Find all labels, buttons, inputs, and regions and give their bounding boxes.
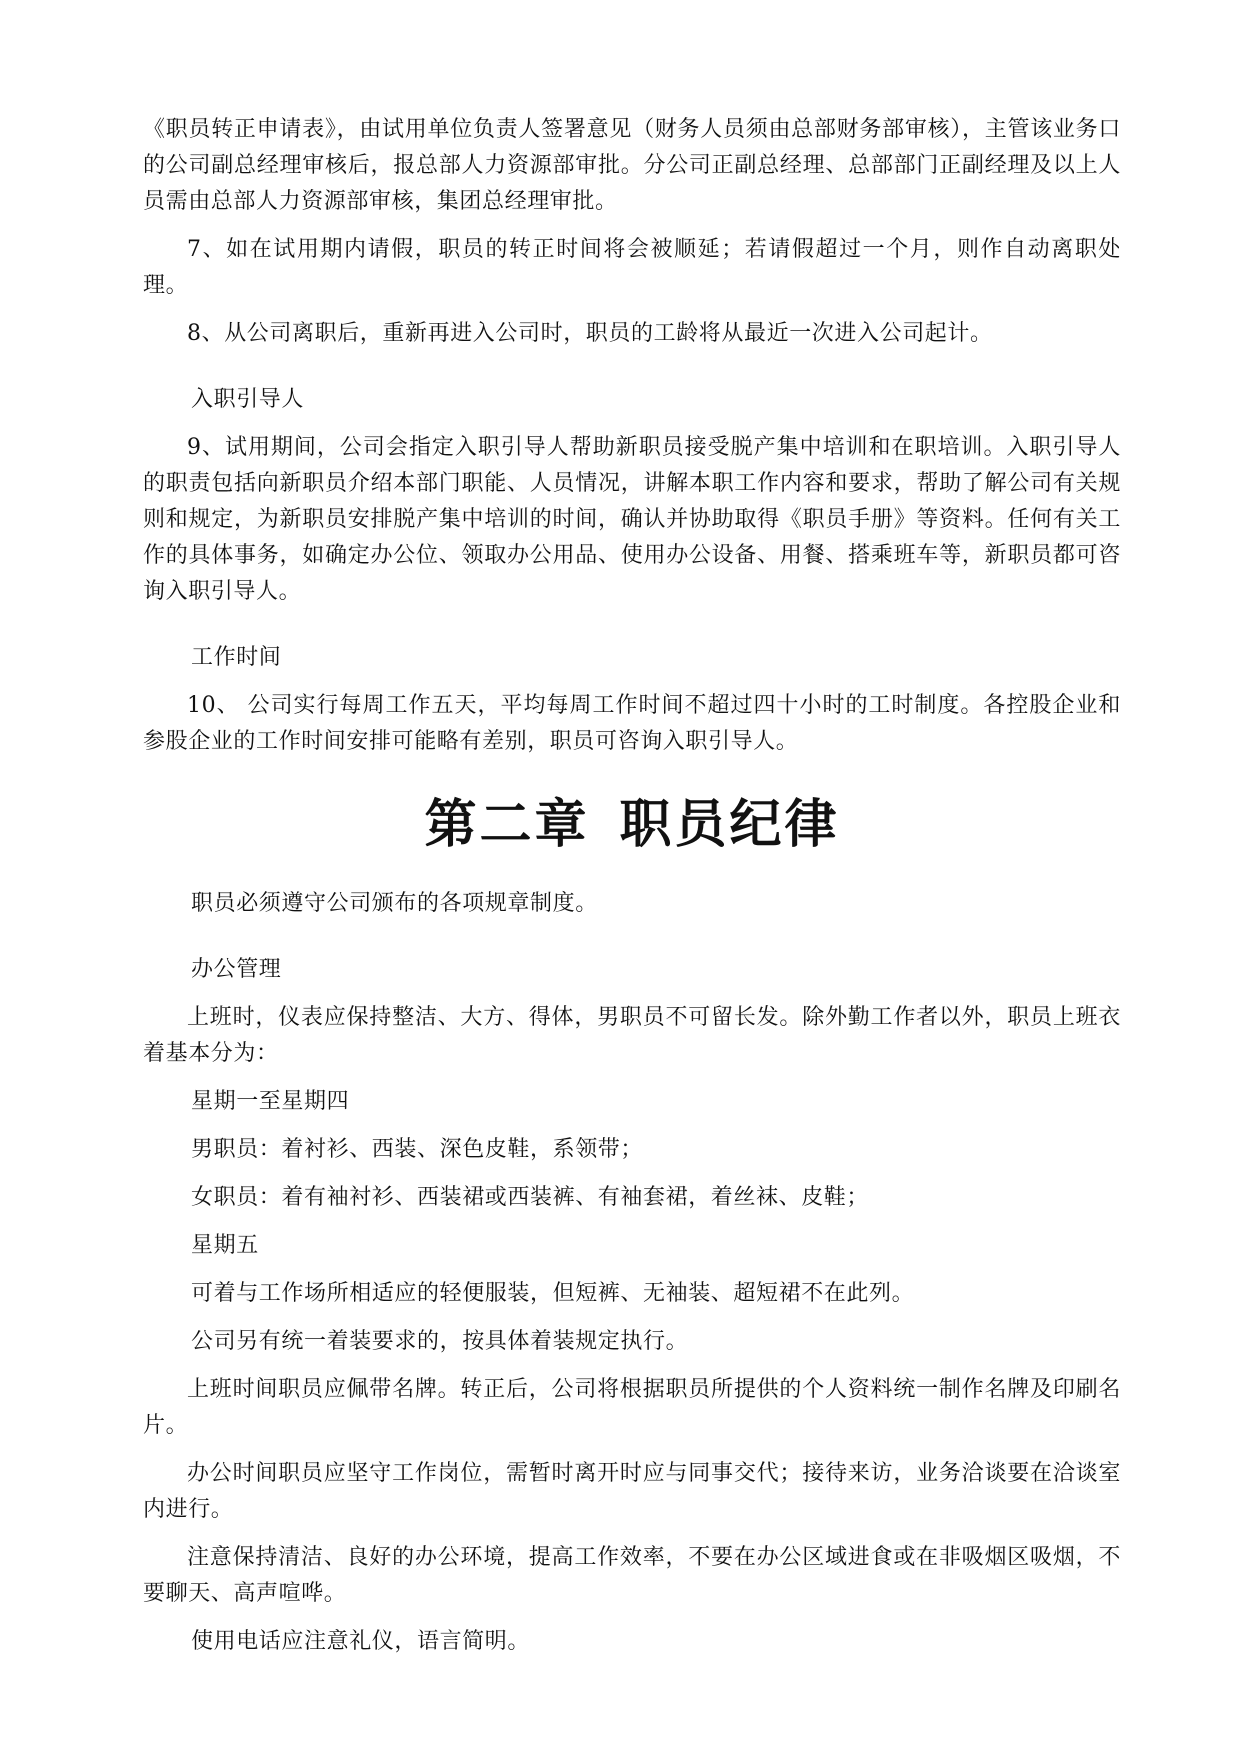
paragraph-item-10: 10、 公司实行每周工作五天，平均每周工作时间不超过四十小时的工时制度。各控股企业和参股企业的工作时间安排可能略有差别，职员可咨询入职引导人。 xyxy=(143,693,1121,754)
paragraph-chapter-intro: 职员必须遵守公司颁布的各项规章制度。 xyxy=(191,891,598,916)
section-heading-office-management: 办公管理 xyxy=(191,957,282,982)
paragraph-item-9: 9、试用期间，公司会指定入职引导人帮助新职员接受脱产集中培训和在职培训。入职引导人的职责包括向新职员介绍本部门职能、人员情况，讲解本职工作内容和要求，帮助了解公司有关规则和规定，为新职员安排脱产集中培训的时间，确认并协助取得《职员手册》等资料。任何有关工作的具体事务，如确定办公位、领取办公用品、使用办公设备、用餐、搭乘班车等，新职员都可咨询入职引导人。 xyxy=(143,435,1121,604)
paragraph-friday: 星期五 xyxy=(191,1233,259,1258)
chapter-number: 第二章 xyxy=(424,794,590,855)
paragraph-name-badge: 上班时间职员应佩带名牌。转正后，公司将根据职员所提供的个人资料统一制作名牌及印刷名片。 xyxy=(143,1377,1121,1438)
paragraph-dress-intro: 上班时，仪表应保持整洁、大方、得体，男职员不可留长发。除外勤工作者以外，职员上班衣着基本分为： xyxy=(143,1005,1121,1066)
section-heading-working-hours: 工作时间 xyxy=(191,645,282,670)
chapter-title xyxy=(143,790,1121,860)
paragraph-phone-etiquette: 使用电话应注意礼仪，语言简明。 xyxy=(191,1629,531,1654)
paragraph-monday-thursday: 星期一至星期四 xyxy=(191,1089,350,1114)
paragraph-item-7: 7、如在试用期内请假，职员的转正时间将会被顺延；若请假超过一个月，则作自动离职处理。 xyxy=(143,237,1121,298)
paragraph-uniform: 公司另有统一着装要求的，按具体着装规定执行。 xyxy=(191,1329,689,1354)
paragraph-office-environment: 注意保持清洁、良好的办公环境，提高工作效率，不要在办公区域进食或在非吸烟区吸烟，不要聊天、高声喧哗。 xyxy=(143,1545,1121,1606)
paragraph-female-dress: 女职员：着有袖衬衫、西装裙或西装裤、有袖套裙，着丝袜、皮鞋； xyxy=(191,1185,870,1210)
section-heading-onboarding-guide: 入职引导人 xyxy=(191,387,305,412)
chapter-name: 职员纪律 xyxy=(619,794,840,855)
paragraph-stay-at-post: 办公时间职员应坚守工作岗位，需暂时离开时应与同事交代；接待来访，业务洽谈要在洽谈室内进行。 xyxy=(143,1461,1121,1522)
paragraph-probation-application: 《职员转正申请表》，由试用单位负责人签署意见（财务人员须由总部财务部审核），主管该业务口的公司副总经理审核后，报总部人力资源部审批。分公司正副总经理、总部部门正副经理及以上人员需由总部人力资源部审核，集团总经理审批。 xyxy=(143,117,1121,214)
page-content xyxy=(143,112,1121,1660)
paragraph-male-dress: 男职员：着衬衫、西装、深色皮鞋，系领带； xyxy=(191,1137,644,1162)
paragraph-item-8: 8、从公司离职后，重新再进入公司时，职员的工龄将从最近一次进入公司起计。 xyxy=(187,321,993,346)
paragraph-friday-rule: 可着与工作场所相适应的轻便服装，但短裤、无袖装、超短裙不在此列。 xyxy=(191,1281,915,1306)
